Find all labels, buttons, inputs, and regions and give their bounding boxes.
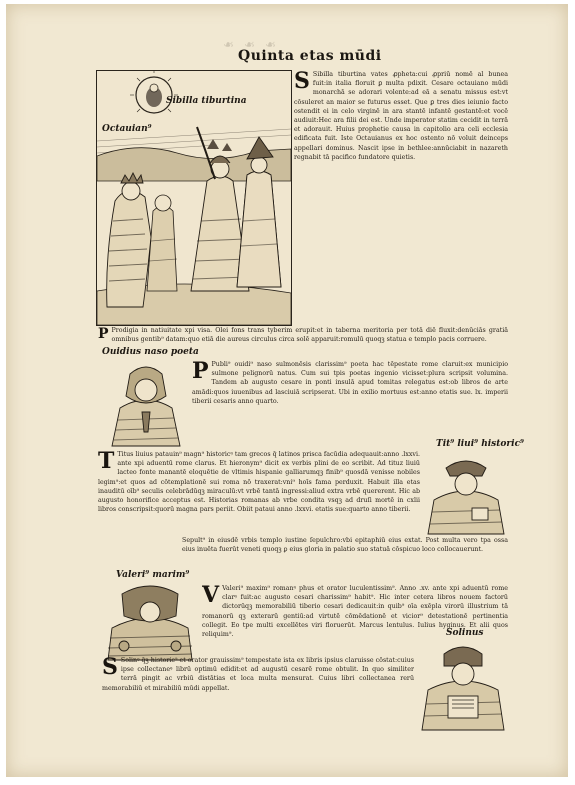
page-sheet (6, 4, 568, 777)
drop-cap-s: S (294, 70, 310, 94)
text-sibyl: S Sibilla tiburtina vates ꝓpheta:cui ꝓpriū nomē al bunea fuit:in italia floruit ꝑ multa pdixit. Cesare octauiano mūdi monarchā se adorari volente:ad eā a senatu missus est:vt cōsuleret an maior se futurus esset. Que ꝑ tres dies ieiunio facto ostendit ei in celo virginē in ara stantē infantē gestantē:et vocē audiuit:Hec ara filii dei est. Unde imperator statim cecidit in terrā et adorauit. Huius prophetie causa in capitolio ara celi ecclesia edificata fuit. Iste Octauianus ex hoc ostento nō voluit deinceps appellari dominus. Nascit ipse in bethlee:annūciabit in nazareth regnabit tā pacifico fundatore quietis. (294, 70, 508, 161)
text-prodigia: P Prodigia in natiuitate xpi visa. Olei fons trans tyberim erupit:et in taberna meritoria per totā diē fluxit:denūciās gratiā omnibus gentib⁹ datam:quo etiā die aureus circulus circa solē apparuit:romulū quoqꝫ statua e templo pacis corruere. (98, 326, 508, 344)
drop-cap-v: V (202, 584, 220, 608)
valerius-illustration (104, 582, 196, 662)
portrait-solinus (418, 640, 508, 732)
drop-cap-p2: P (192, 360, 209, 384)
label-titus-livius: Tit⁹ liui⁹ historic⁹ (436, 439, 524, 449)
portrait-titus-livius (424, 450, 508, 536)
label-ouidius: Ouidius naso poeta (102, 347, 199, 357)
text-livy: T Titus liuius patauin⁹ magn⁹ historicꝰ tam grecos q̄ latinos prisca facūdia adequauit:anno .lxxvi. ante xpi aduentū rome clarus. Et hieronym⁹ dicit ex verbis plini de eo scribit. Ad tituz liuiū lacteo fonte manantē eloquētie de vltimis hispanie galliarumqꝫ finib⁹ quosdā venisse nobiles legim⁹:et quos ad cōtemplationē sui roma nō traxerat:vni⁹ hoīs fama perduxit. Habuit illa etas inauditū oīb⁹ seculis celebrādūqꝫ miraculū:vt vrbē tantā ingressi:aliud extra vrbē quererent. Hic ab augusto honorifice acceptus est. Historias romanas ab vrbe condita vsqꝫ ad druſi mortē in cxlii libros conscripsit:quorū magna pars periit. Obiit pataui anno .lxxvi. etatis sue:quarto anno tiberii. (98, 450, 420, 514)
solinus-illustration (418, 640, 508, 732)
drop-cap-s2: S (102, 656, 118, 680)
sibyl-augustus-illustration (97, 71, 291, 325)
text-valerius: V Valeri⁹ maxim⁹ romanꝰ phus et orator luculentissim⁹. Anno .xv. ante xpi aduentū rome clarꝰ fuit:ac augusto cesari charissim⁹ habit⁹. Hic inter cetera libros nouem factorū dictorūqꝫ memorabiliū tiberio cesari dedicauit:in quib⁹ oīa exēpla virorū illustrium tā romanorū qꝫ exterarū gentiū:ad virtutē cōmēdationē et vicior⁹ detestationē pertinentia collegit. Eo tpe multi excellētes viri floruerūt. Marcus lentulus. Iulius hyginus. Et alii quos reliquim⁹. (202, 584, 508, 639)
label-valerius: Valeri⁹ marim⁹ (116, 570, 190, 580)
woodcut-sibyl-augustus (96, 70, 292, 326)
text-livy-cont: Sepult⁹ in eiusdē vrbis templo iustine ſepulchro:vbi epitaphiū eius extat. Post multa vero tpa ossa eius inuēta fuerūt veneti quoqꝫ ꝑ eius gloria in palatio suo statuā cōspicuo loco collocauerunt. (182, 537, 508, 554)
text-ovid: P Publi⁹ ouidi⁹ naso sulmonēsis clarissim⁹ poeta hac tēpestate rome claruit:ex municipio sulmone pelignorū natus. Cum sui tpis poetas ingenio vicisset:plura scripsit volumina. Tandem ab augusto cesare in ponti insulā apud tomitas relegatus est:ob libros de arte amādi:quos iuuenibus ad lasciuiā scripserat. Ubi in exilio mortuus est:anno etatis sue. lx. imperii tiberii cesaris anno quarto. (192, 360, 508, 405)
drop-cap-p: P (98, 326, 109, 342)
ovid-illustration (106, 360, 186, 448)
label-sibilla-tiburtina: Sibilla tiburtina (166, 96, 247, 106)
livius-illustration (424, 450, 508, 536)
label-solinus: Solinus (446, 628, 484, 638)
text-solinus: S Solinꝰ q̄ꝫ historic⁹ et orator grauissim⁹ tempestate ista ex libris ipsius claruisse cōstat:cuius ipse collectaneꝰ librū optimū edidit:et ad augustū cesarē rome obtulit. In quo similiter terrā pingit ac vrbiū distātias et loca multa mensurat. Cuius libri collectanea rerū memorabiliū et mirabiliū mūdi appellat. (102, 656, 414, 692)
show-through-text: ❧ ❧ ❧ (220, 38, 276, 53)
label-octavianus: Octauian⁹ (102, 124, 152, 134)
portrait-ovid (106, 360, 186, 448)
running-title: Quinta etas mūdi (238, 48, 382, 64)
portrait-valerius (104, 582, 196, 662)
drop-cap-t: T (98, 450, 115, 474)
